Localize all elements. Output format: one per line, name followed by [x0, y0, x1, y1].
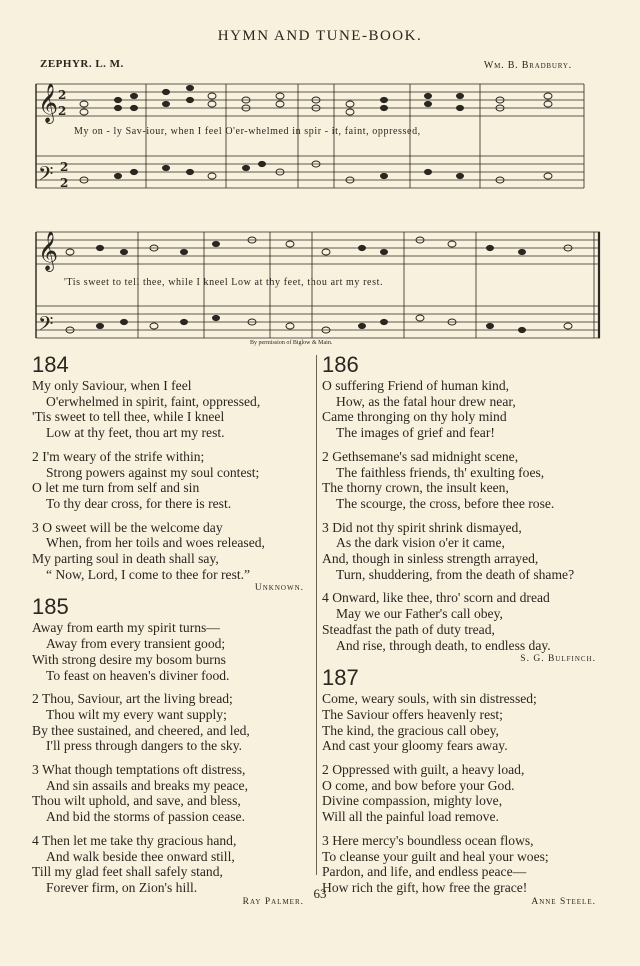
hymn-author: Ray Palmer. — [242, 896, 304, 907]
svg-text:2: 2 — [58, 104, 67, 118]
verse-line: Divine compassion, mighty love, — [322, 793, 503, 809]
verse-line: And cast your gloomy fears away. — [322, 738, 508, 754]
hymn-author: Unknown. — [254, 583, 304, 594]
verse-line: 2 Thou, Saviour, art the living bread; — [32, 691, 233, 707]
verse-line: By thee sustained, and cheered, and led, — [32, 722, 250, 738]
verse-line: 4 Then let me take thy gracious hand, — [32, 832, 237, 848]
svg-text:2: 2 — [58, 88, 67, 102]
verse-line: Pardon, and life, and endless peace— — [322, 864, 527, 880]
verse-line: And walk beside thee onward still, — [46, 848, 235, 864]
verse-line: O come, and bow before your God. — [322, 777, 515, 793]
tune-lyric-line-2: 'Tis sweet to tell thee, while I kneel Low at thy feet, thou art my rest. — [64, 277, 384, 288]
verse-line: Till my glad feet shall safely stand, — [32, 864, 223, 880]
treble-clef-icon: 𝄞 — [38, 231, 59, 271]
verse-line: As the dark vision o'er it came, — [336, 535, 505, 551]
verse-line: Came thronging on thy holy mind — [322, 409, 507, 425]
left-column — [32, 352, 312, 908]
verse-line: 3 O sweet will be the welcome day — [32, 519, 223, 535]
verse-line: Will all the painful load remove. — [322, 809, 499, 825]
hymn-number: 185 — [32, 594, 69, 620]
verse-line: How rich the gift, how free the grace! — [322, 879, 528, 895]
verse-line: My parting soul in death shall say, — [32, 551, 219, 567]
verse-line: Low at thy feet, thou art my rest. — [46, 425, 225, 441]
verse-line: 3 Here mercy's boundless ocean flows, — [322, 832, 534, 848]
verse-line: To feast on heaven's diviner food. — [46, 667, 230, 683]
verse-line: And bid the storms of passion cease. — [46, 809, 245, 825]
svg-text:2: 2 — [60, 176, 69, 190]
verse-line: I'll press through dangers to the sky. — [46, 738, 243, 754]
verse-line: 'Tis sweet to tell thee, while I kneel — [32, 409, 225, 425]
verse-line: Steadfast the path of duty tread, — [322, 621, 495, 637]
verse-line: 3 What though temptations oft distress, — [32, 762, 246, 778]
music-score — [0, 0, 640, 350]
verse-line: O let me turn from self and sin — [32, 480, 200, 496]
hymn-author: S. G. Bulfinch. — [520, 654, 596, 665]
verse-line: The thorny crown, the insult keen, — [322, 480, 509, 496]
hymn-author: Anne Steele. — [531, 896, 596, 907]
verse-line: Away from earth my spirit turns— — [32, 620, 220, 636]
verse-line: O'erwhelmed in spirit, faint, oppressed, — [46, 393, 261, 409]
verse-line: When, from her toils and woes released, — [46, 535, 265, 551]
verse-line: Strong powers against my soul contest; — [46, 464, 260, 480]
verse-line: How, as the fatal hour drew near, — [336, 393, 516, 409]
verse-line: Turn, shuddering, from the death of shame? — [336, 566, 575, 582]
verse-line: Come, weary souls, with sin distressed; — [322, 691, 537, 707]
tune-lyric-line-1: My on - ly Sav-iour, when I feel O'er-whelmed in spir - it, faint, oppressed, — [74, 126, 421, 137]
verse-line: May we our Father's call obey, — [336, 606, 503, 622]
verse-line: 2 I'm weary of the strife within; — [32, 448, 205, 464]
bass-clef-icon: 𝄢 — [38, 312, 54, 340]
verse-line: And, though in sinless strength arrayed, — [322, 551, 539, 567]
composer-credit: Wm. B. Bradbury. — [483, 60, 572, 71]
verse-line: Thou wilt uphold, and save, and bless, — [32, 793, 241, 809]
tune-name: ZEPHYR. L. M. — [40, 58, 124, 70]
verse-line: To cleanse your guilt and heal your woes; — [322, 848, 549, 864]
verse-line: And sin assails and breaks my peace, — [46, 777, 248, 793]
hymn-number: 184 — [32, 352, 69, 377]
verse-line: 2 Gethsemane's sad midnight scene, — [322, 448, 519, 464]
verse-line: The Saviour offers heavenly rest; — [322, 706, 503, 722]
verse-line: The kind, the gracious call obey, — [322, 722, 499, 738]
column-divider — [316, 355, 317, 875]
hymn-number: 187 — [322, 665, 359, 691]
verse-line: The images of grief and fear! — [336, 425, 495, 441]
verse-line: And rise, through death, to endless day. — [336, 637, 551, 653]
verse-line: Away from every transient good; — [46, 636, 226, 652]
verse-line: 3 Did not thy spirit shrink dismayed, — [322, 519, 522, 535]
right-column — [322, 352, 604, 908]
verse-line: The scourge, the cross, before thee rose. — [336, 495, 555, 511]
verse-line: The faithless friends, th' exulting foes, — [336, 464, 545, 480]
page-number: 63 — [313, 886, 327, 901]
bass-clef-icon: 𝄢 — [38, 162, 54, 190]
verse-line: 2 Oppressed with guilt, a heavy load, — [322, 762, 525, 778]
page-header: HYMN AND TUNE-BOOK. — [217, 28, 423, 44]
verse-line: My only Saviour, when I feel — [32, 378, 192, 393]
permission-note: By permission of Biglow & Main. — [250, 340, 333, 346]
verse-line: With strong desire my bosom burns — [32, 651, 226, 667]
verse-line: 4 Onward, like thee, thro' scorn and dread — [322, 590, 550, 606]
staff-treble-2 — [36, 232, 600, 264]
treble-clef-icon: 𝄞 — [38, 83, 59, 123]
verse-line: O suffering Friend of human kind, — [322, 378, 510, 393]
verse-line: Forever firm, on Zion's hill. — [46, 879, 198, 895]
hymn-number: 186 — [322, 352, 359, 377]
verse-line: Thou wilt my every want supply; — [46, 706, 227, 722]
verse-line: To thy dear cross, for there is rest. — [46, 495, 232, 511]
verse-line: “ Now, Lord, I come to thee for rest.” — [46, 566, 251, 582]
svg-text:2: 2 — [60, 160, 69, 174]
